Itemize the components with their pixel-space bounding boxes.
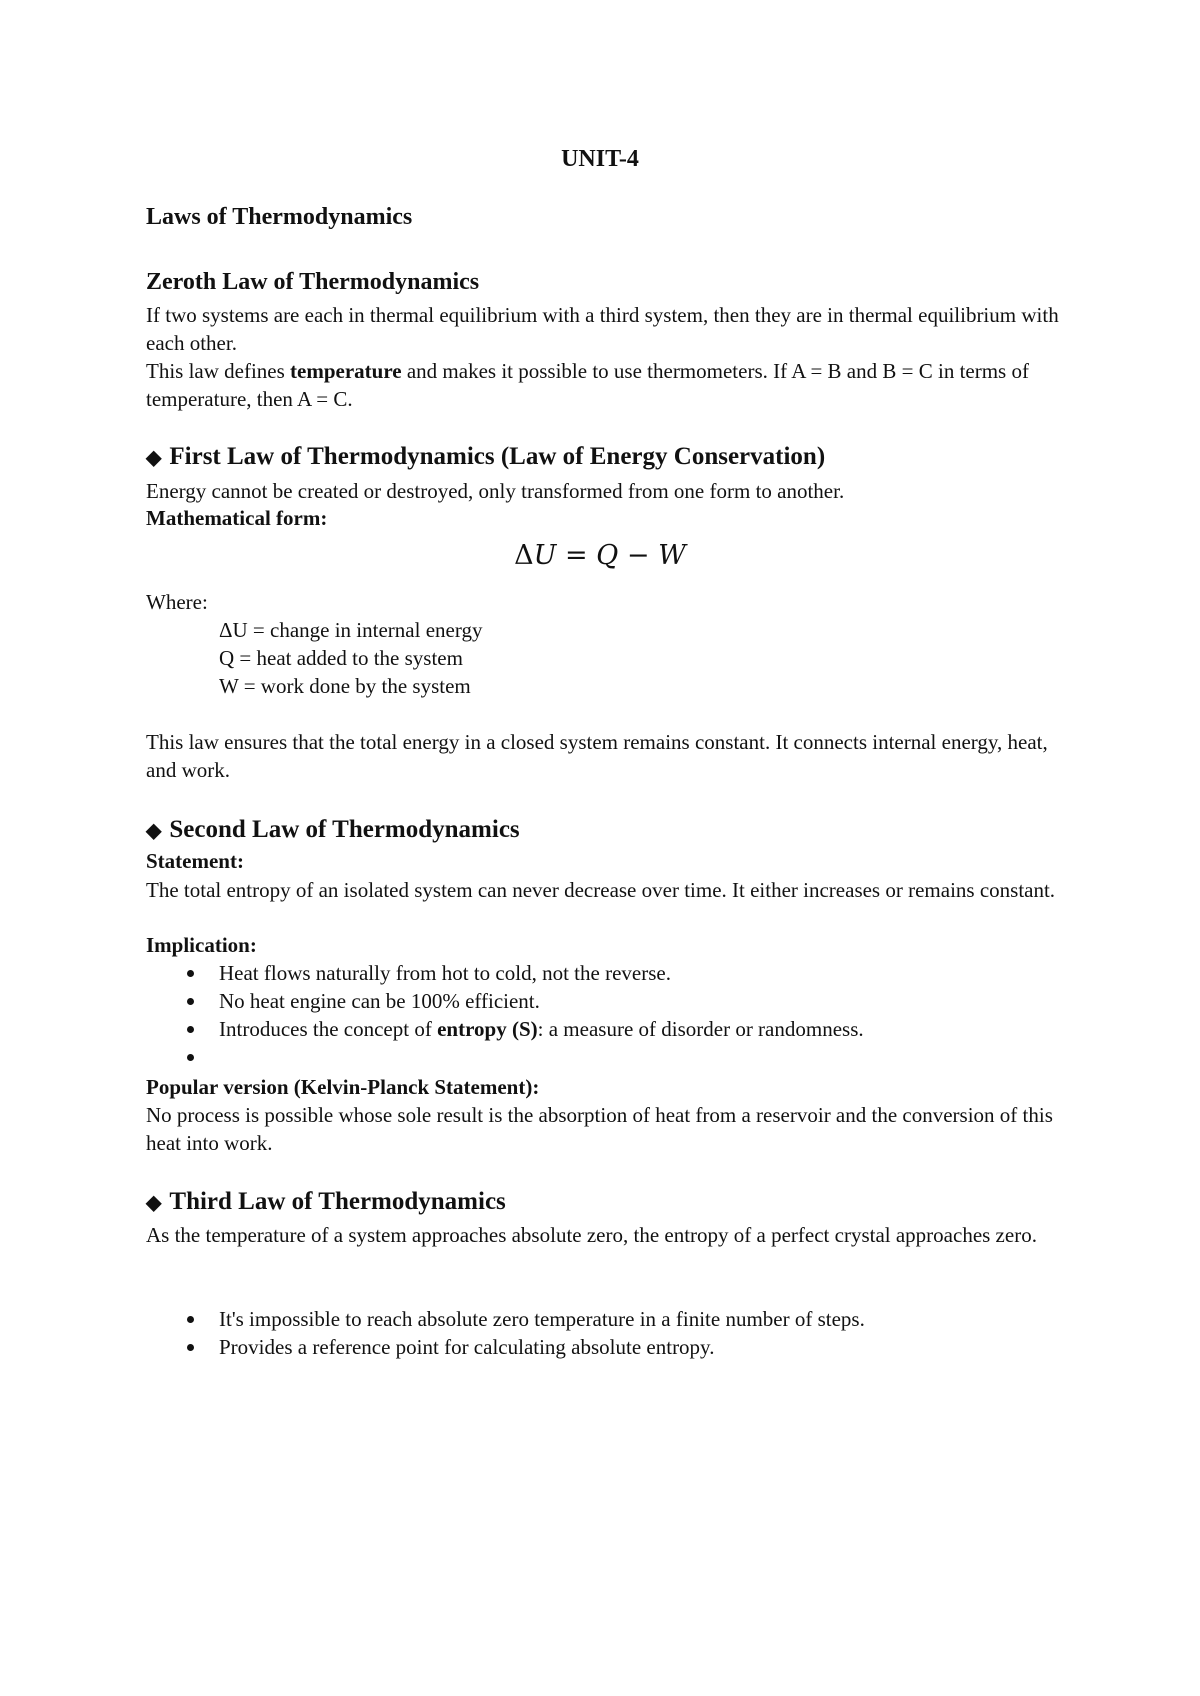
first-law-heading-text: First Law of Thermodynamics (Law of Energy Conservation) (169, 443, 826, 470)
zeroth-para2-post: and makes it possible to use thermometers. If A = B and B = C in terms of temperature, then A = C. (146, 359, 1029, 411)
zeroth-para2-pre: This law defines (146, 359, 291, 383)
eq-delta: Δ (514, 540, 534, 571)
bullet-dot-icon (187, 998, 194, 1005)
list-item (146, 987, 1076, 1015)
implication-label: Implication: (146, 933, 257, 957)
third-law-heading (146, 1188, 506, 1216)
list-item (146, 1015, 1076, 1043)
bullet-dot-icon (187, 970, 194, 977)
eq-equals: = (556, 540, 597, 571)
bullet-dot-icon (187, 1344, 194, 1351)
first-law-heading (146, 443, 825, 471)
third-law-para1: As the temperature of a system approaches absolute zero, the entropy of a perfect crystal approaches zero. (146, 1223, 1037, 1247)
zeroth-law-heading: Zeroth Law of Thermodynamics (146, 269, 480, 295)
implication3-post: : a measure of disorder or randomness. (537, 1017, 864, 1041)
list-item (146, 959, 1076, 987)
popular-version-label: Popular version (Kelvin-Planck Statement): (146, 1075, 540, 1099)
eq-q: Q (596, 540, 619, 571)
third-point-text: It's impossible to reach absolute zero temperature in a finite number of steps. (219, 1307, 865, 1331)
third-law-heading-text: Third Law of Thermodynamics (169, 1188, 506, 1215)
eq-w: W (658, 540, 686, 571)
main-heading: Laws of Thermodynamics (146, 204, 413, 230)
statement-text: The total entropy of an isolated system can never decrease over time. It either increases or remains constant. (146, 878, 1056, 902)
first-law-para1: Energy cannot be created or destroyed, only transformed from one form to another. (146, 479, 845, 503)
where-item: W = work done by the system (219, 674, 471, 698)
bullet-dot-icon (187, 1316, 194, 1323)
list-item-empty (146, 1043, 1076, 1071)
where-list (219, 616, 482, 700)
bullet-dot-icon (187, 1054, 194, 1061)
implication-text: Heat flows naturally from hot to cold, not the reverse. (219, 961, 671, 985)
entropy-symbol: (S) (506, 1017, 538, 1041)
where-label: Where: (146, 590, 208, 614)
third-point-text: Provides a reference point for calculating absolute entropy. (219, 1335, 715, 1359)
diamond-bullet-icon: ◆ (146, 1192, 162, 1214)
diamond-bullet-icon: ◆ (146, 447, 162, 469)
temperature-term: temperature (290, 359, 402, 383)
implication3-pre: Introduces the concept of (219, 1017, 438, 1041)
list-item (146, 1305, 1076, 1333)
zeroth-law-para1: If two systems are each in thermal equilibrium with a third system, then they are in thermal equilibrium with each other. (146, 303, 1059, 355)
first-law-para2: This law ensures that the total energy in a closed system remains constant. It connects internal energy, heat, and work. (146, 730, 1048, 782)
second-law-heading (146, 816, 520, 844)
popular-version-text: No process is possible whose sole result is the absorption of heat from a reservoir and the conversion of this heat into work. (146, 1103, 1053, 1155)
where-item: ΔU = change in internal energy (219, 618, 483, 642)
eq-u: U (533, 540, 557, 571)
third-law-list (146, 1305, 1076, 1361)
unit-title: UNIT-4 (561, 146, 639, 172)
implication-text: No heat engine can be 100% efficient. (219, 989, 540, 1013)
zeroth-law-para2 (146, 357, 1076, 413)
first-law-equation (0, 540, 1200, 571)
entropy-term: entropy (437, 1017, 507, 1041)
second-law-heading-text: Second Law of Thermodynamics (169, 816, 520, 843)
statement-label: Statement: (146, 849, 244, 873)
eq-minus: − (618, 540, 659, 571)
math-form-label: Mathematical form: (146, 506, 328, 530)
where-item: Q = heat added to the system (219, 646, 463, 670)
bullet-dot-icon (187, 1026, 194, 1033)
list-item (146, 1333, 1076, 1361)
implication-list (146, 959, 1076, 1071)
diamond-bullet-icon: ◆ (146, 820, 162, 842)
